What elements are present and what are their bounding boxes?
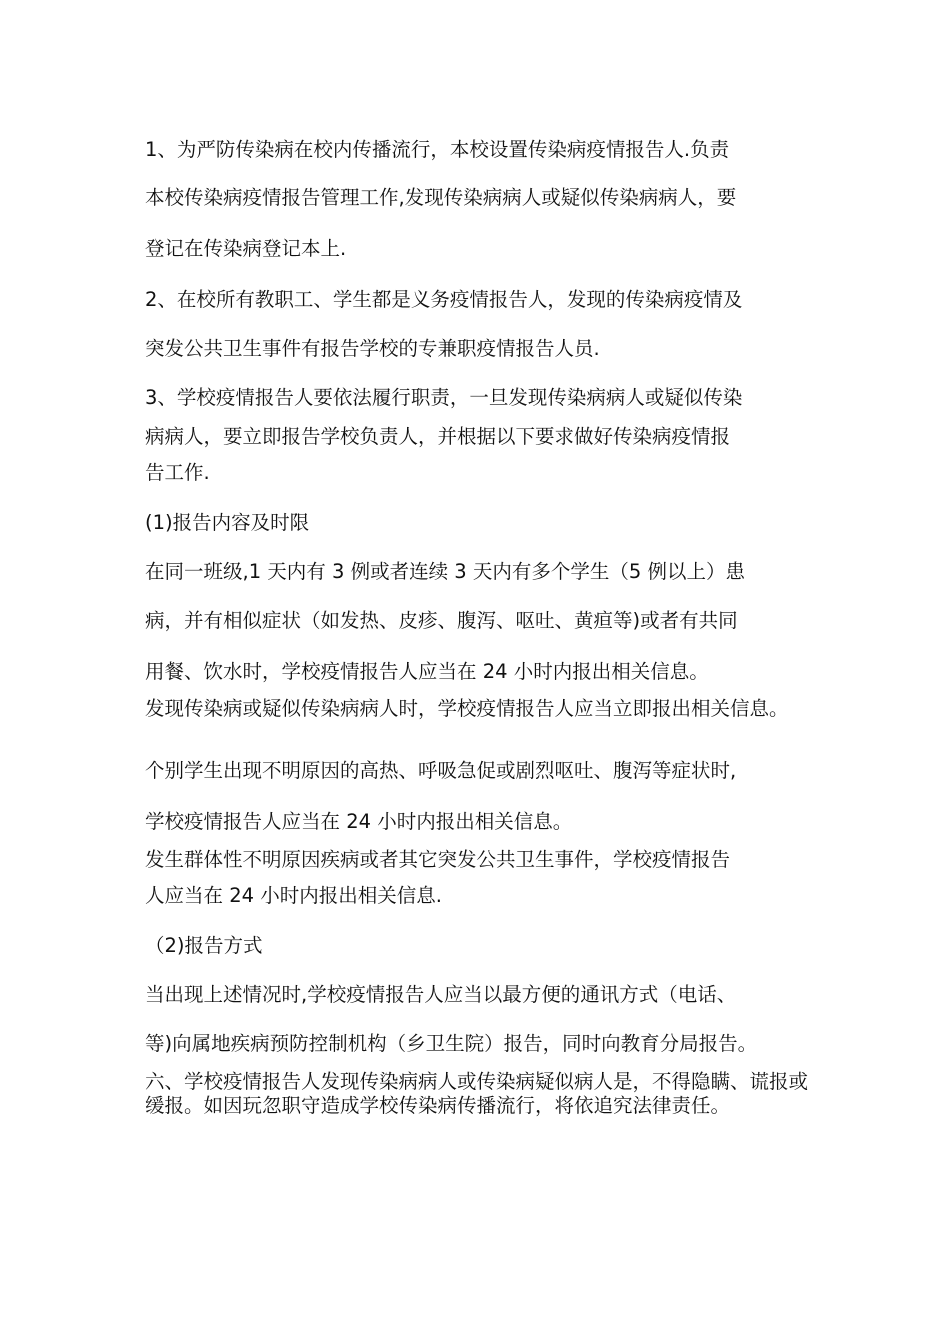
paragraph-line: 病病人，要立即报告学校负责人，并根据以下要求做好传染病疫情报 [145,425,731,448]
section-heading: (1)报告内容及时限 [145,511,310,534]
paragraph-line: 发生群体性不明原因疾病或者其它突发公共卫生事件，学校疫情报告 [145,848,731,871]
paragraph-line: 当出现上述情况时,学校疫情报告人应当以最方便的通讯方式（电话、 [145,983,737,1006]
paragraph-line: 人应当在 24 小时内报出相关信息. [145,884,442,907]
paragraph-block: 六、学校疫情报告人发现传染病病人或传染病疑似病人是，不得隐瞒、谎报或缓报。如因玩忽职守造成学校传染病传播流行，将依追究法律责任。 [145,1070,809,1117]
paragraph-line: 突发公共卫生事件有报告学校的专兼职疫情报告人员. [145,337,600,360]
section-heading: （2)报告方式 [145,934,263,957]
paragraph-line: 个别学生出现不明原因的高热、呼吸急促或剧烈呕吐、腹泻等症状时, [145,759,737,782]
paragraph-line: 等)向属地疾病预防控制机构（乡卫生院）报告，同时向教育分局报告。 [145,1032,758,1055]
paragraph-line: 在同一班级,1 天内有 3 例或者连续 3 天内有多个学生（5 例以上）患 [145,560,746,583]
paragraph-line: 学校疫情报告人应当在 24 小时内报出相关信息。 [145,810,573,833]
paragraph-line: 3、学校疫情报告人要依法履行职责，一旦发现传染病病人或疑似传染 [145,386,743,409]
paragraph-line: 本校传染病疫情报告管理工作,发现传染病病人或疑似传染病病人，要 [145,186,737,209]
paragraph-line: 登记在传染病登记本上. [145,237,347,260]
paragraph-block: 发现传染病或疑似传染病病人时，学校疫情报告人应当立即报出相关信息。 [145,697,789,720]
paragraph-line: 病，并有相似症状（如发热、皮疹、腹泻、呕吐、黄疸等)或者有共同 [145,609,738,632]
paragraph-line: 2、在校所有教职工、学生都是义务疫情报告人，发现的传染病疫情及 [145,288,743,311]
paragraph-line: 用餐、饮水时，学校疫情报告人应当在 24 小时内报出相关信息。 [145,660,709,683]
paragraph-line: 1、为严防传染病在校内传播流行，本校设置传染病疫情报告人.负责 [145,138,730,161]
paragraph-line: 告工作. [145,461,210,484]
